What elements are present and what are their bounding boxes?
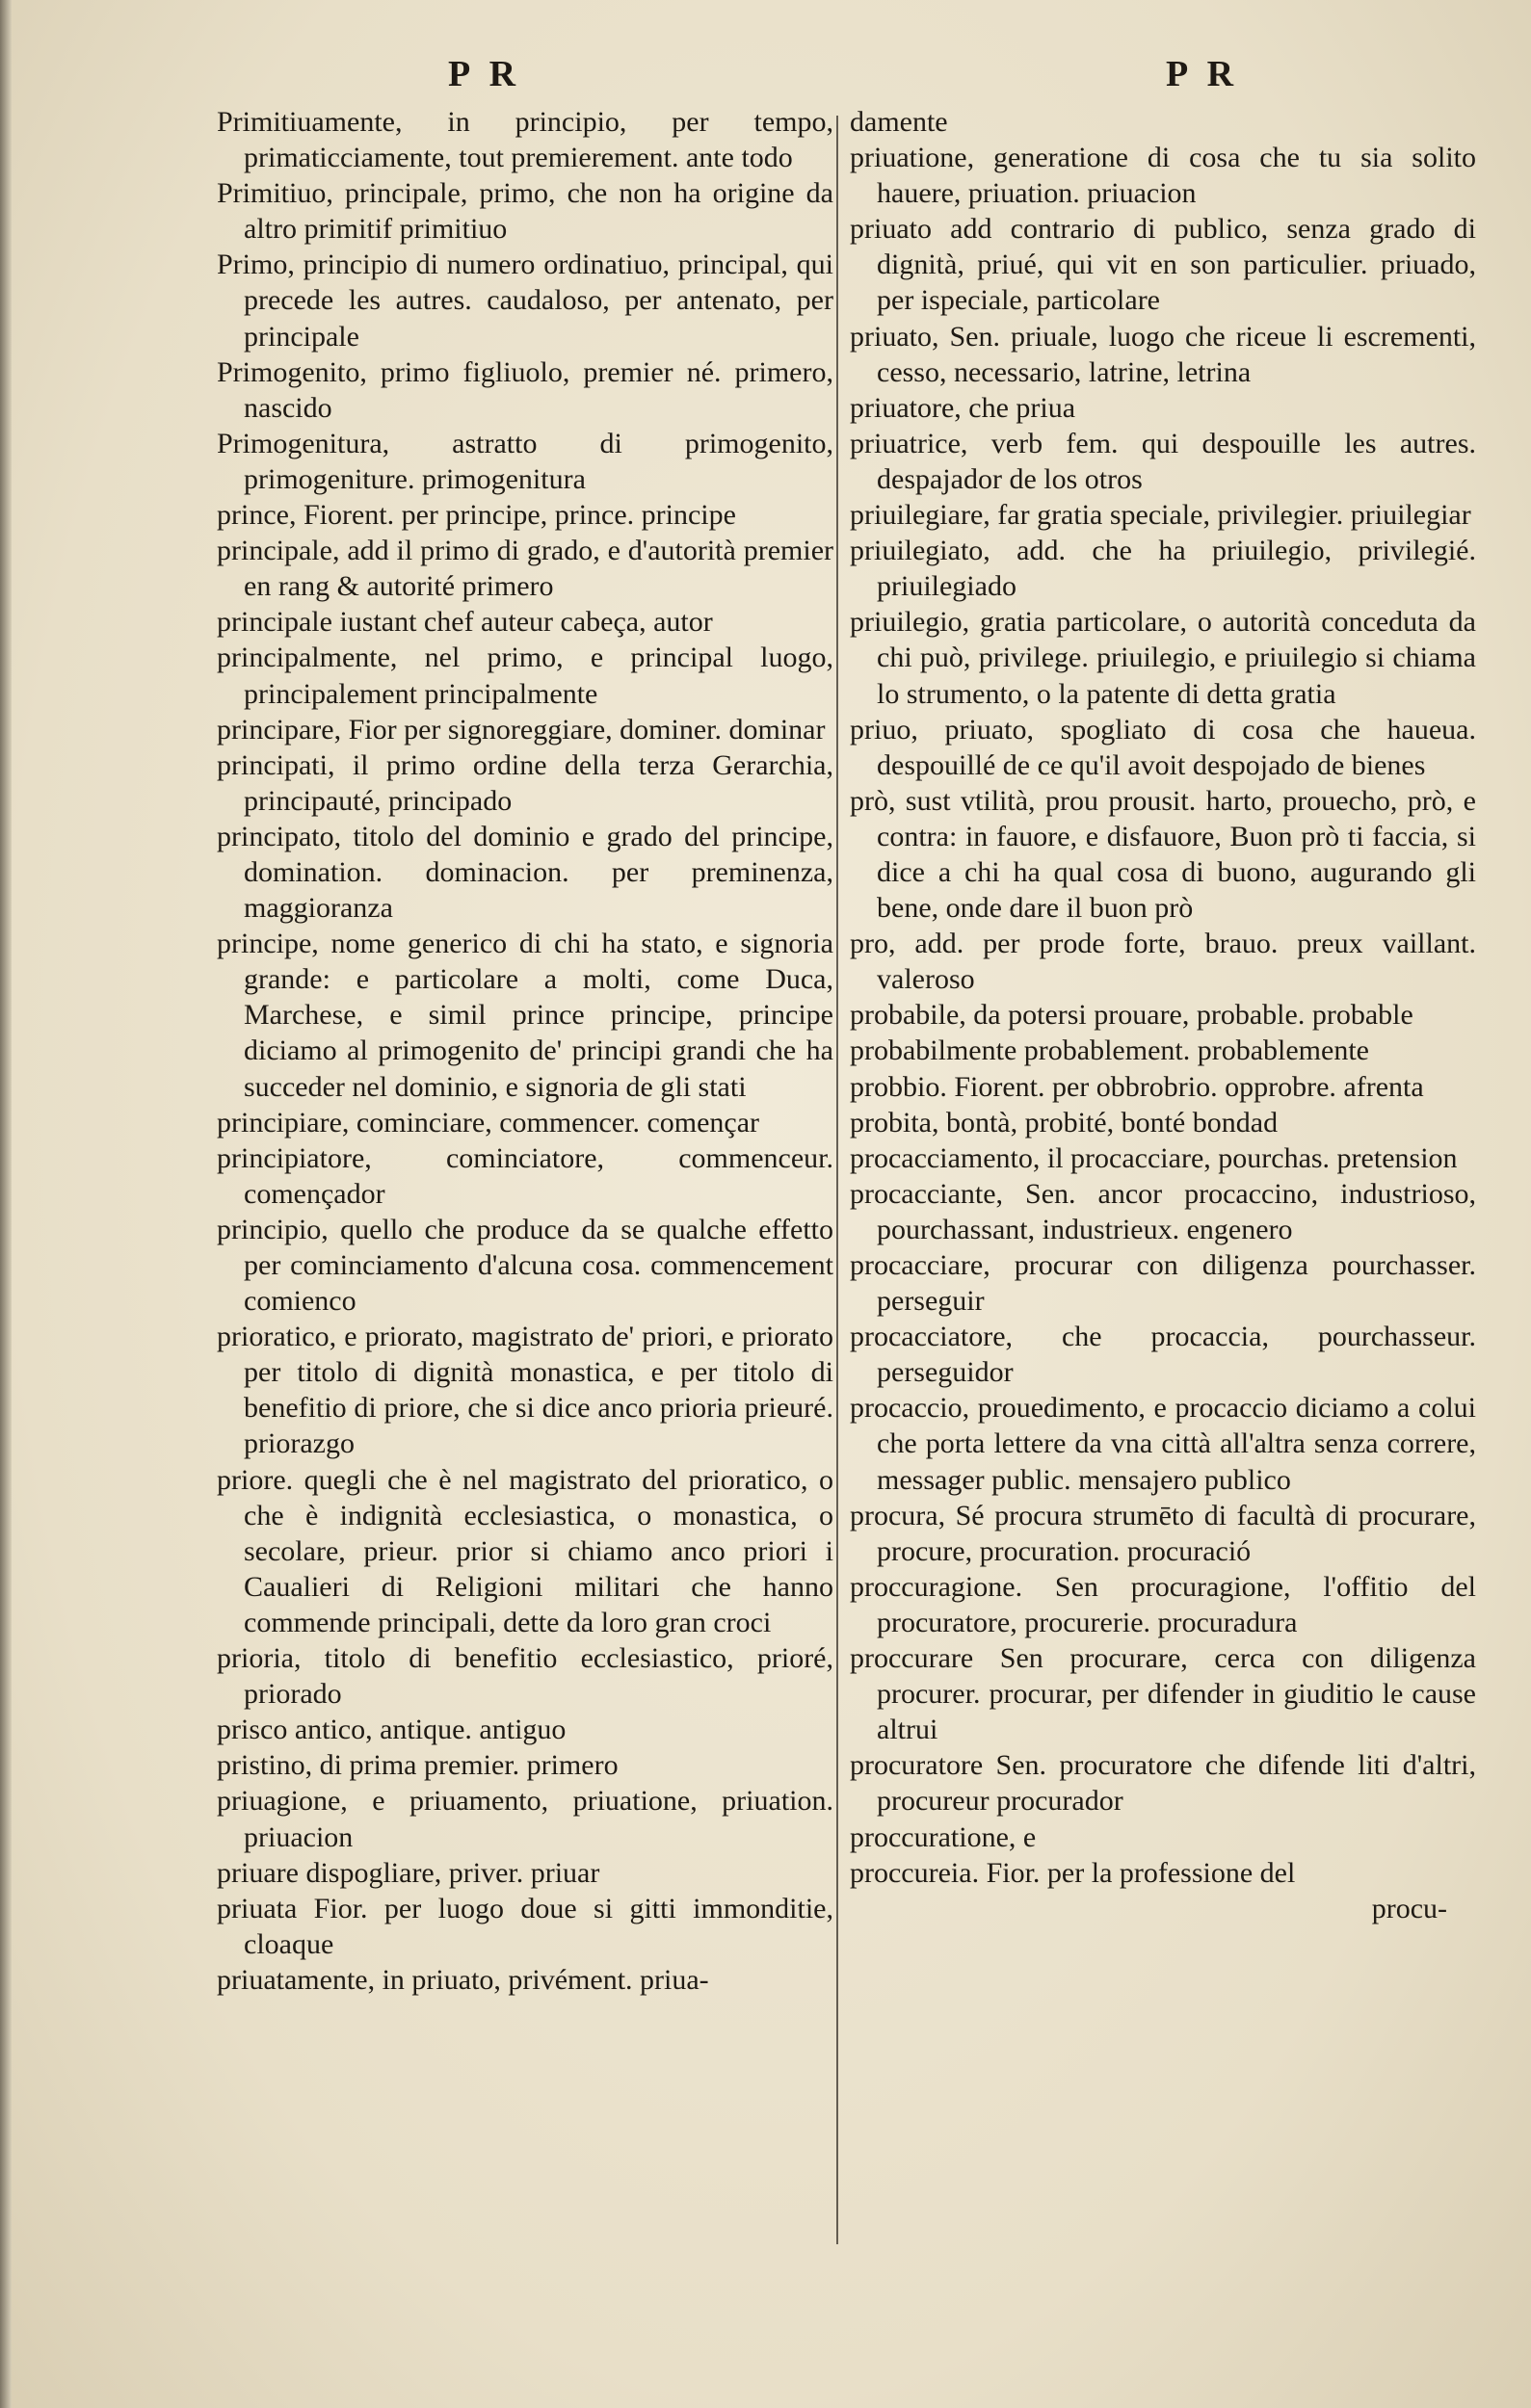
entry: principio, quello che produce da se qualche effetto per cominciamento d'alcuna cosa. commencement comienco: [217, 1213, 833, 1318]
entry: priuagione, e priuamento, priuatione, priuation. priuacion: [217, 1785, 833, 1853]
entry: procacciatore, che procaccia, pourchasseur. perseguidor: [850, 1321, 1476, 1389]
entry: Primo, principio di numero ordinatiuo, principal, qui precede les autres. caudaloso, per antenato, per principale: [217, 249, 833, 353]
entry: priuo, priuato, spogliato di cosa che haueua. despouillé de ce qu'il avoit despojado de bienes: [850, 713, 1476, 781]
page-header-right: P R: [1166, 54, 1240, 94]
entry: principale, add il primo di grado, e d'autorità premier en rang & autorité primero: [217, 535, 833, 603]
entry: procacciamento, il procacciare, pourchas. pretension: [850, 1141, 1458, 1174]
entry: Primitiuamente, in principio, per tempo, primaticciamente, tout premierement. ante todo: [217, 106, 833, 174]
entry: probbio. Fiorent. per obbrobrio. opprobre. afrenta: [850, 1070, 1424, 1103]
entry: procacciare, procurar con diligenza pourchasser. perseguir: [850, 1249, 1476, 1318]
entry: prince, Fiorent. per principe, prince. principe: [217, 499, 736, 532]
entry: probabile, da potersi prouare, probable. probable: [850, 999, 1413, 1032]
entry: principale iustant chef auteur cabeça, autor: [217, 606, 713, 639]
entry: principalmente, nel primo, e principal luogo, principalement principalmente: [217, 641, 833, 710]
entry: pristino, di prima premier. primero: [217, 1749, 619, 1782]
entry: priuare dispogliare, priver. priuar: [217, 1856, 600, 1889]
entry: priuilegiato, add. che ha priuilegio, privilegié. priuilegiado: [850, 535, 1476, 603]
entry: principiatore, cominciatore, commenceur. començador: [217, 1141, 833, 1210]
entry: pro, add. per prode forte, brauo. preux vaillant. valeroso: [850, 928, 1476, 996]
entry: priore. quegli che è nel magistrato del prioratico, o che è indignità ecclesiastica, o monastica, o secolare, prieur. prior si chiamo anco priori i Caualieri di Religioni militari che hanno commende principali, dette da loro gran croci: [217, 1463, 833, 1638]
entry: probita, bontà, probité, bonté bondad: [850, 1106, 1279, 1139]
entry: procuratore Sen. procuratore che difende liti d'altri, procureur procurador: [850, 1749, 1476, 1818]
entry: principiare, cominciare, commencer. començar: [217, 1106, 760, 1139]
entry: prioratico, e priorato, magistrato de' priori, e priorato per titolo di dignità monastica, e per titolo di benefitio di priore, che si dice anco prioria prieuré. priorazgo: [217, 1321, 833, 1460]
entry: priuatamente, in priuato, privément. priua-: [217, 1963, 709, 1996]
page-header-left: P R: [448, 54, 522, 94]
entry: principati, il primo ordine della terza Gerarchia, principauté, principado: [217, 748, 833, 817]
entry: Primogenitura, astratto di primogenito, primogeniture. primogenitura: [217, 427, 833, 495]
entry: procura, Sé procura strumēto di facultà di procurare, procure, procuration. procuració: [850, 1499, 1476, 1567]
column-divider: [836, 116, 838, 2244]
entry: prò, sust vtilità, prou prousit. harto, prouecho, prò, e contra: in fauore, e disfauore, Buon prò ti faccia, si dice a chi ha qual cosa di buono, augurando gli bene, onde dare il buon prò: [850, 784, 1476, 925]
catchword: procu-: [1371, 1892, 1447, 1924]
entry: principato, titolo del dominio e grado del principe, domination. dominacion. per preminenza, maggioranza: [217, 820, 833, 925]
entry: proccuragione. Sen procuragione, l'offitio del procuratore, procurerie. procuradura: [850, 1570, 1476, 1638]
entry: damente: [850, 106, 948, 138]
entry: Primogenito, primo figliuolo, premier né. primero, nascido: [217, 355, 833, 424]
entry: priuatione, generatione di cosa che tu sia solito hauere, priuation. priuacion: [850, 142, 1476, 210]
entry: priuilegiare, far gratia speciale, privilegier. priuilegiar: [850, 499, 1471, 532]
entry: prisco antico, antique. antiguo: [217, 1714, 567, 1746]
entry: priuata Fior. per luogo doue si gitti immonditie, cloaque: [217, 1892, 833, 1960]
entry: Primitiuo, principale, primo, che non ha origine da altro primitif primitiuo: [217, 177, 833, 246]
right-column: [850, 104, 1476, 1926]
entry: procacciante, Sen. ancor procaccino, industrioso, pourchassant, industrieux. engenero: [850, 1177, 1476, 1245]
entry: proccuratione, e: [850, 1820, 1037, 1853]
entry: priuato, Sen. priuale, luogo che riceue li escrementi, cesso, necessario, latrine, letrina: [850, 320, 1476, 388]
entry: procaccio, prouedimento, e procaccio diciamo a colui che porta lettere da vna città all'altra senza correre, messager public. mensajero publico: [850, 1392, 1476, 1496]
entry: prioria, titolo di benefitio ecclesiastico, prioré, priorado: [217, 1642, 833, 1711]
page-edge: [0, 0, 12, 2408]
entry: priuilegio, gratia particolare, o autorità conceduta da chi può, privilege. priuilegio, e priuilegio si chiama lo strumento, o la patente di detta gratia: [850, 606, 1476, 710]
entry: priuato add contrario di publico, senza grado di dignità, priué, qui vit en son particulier. priuado, per ispeciale, particolare: [850, 213, 1476, 317]
entry: priuatrice, verb fem. qui despouille les autres. despajador de los otros: [850, 427, 1476, 495]
left-column: [217, 104, 833, 1998]
entry: proccureia. Fior. per la professione del: [850, 1856, 1296, 1889]
entry: principare, Fior per signoreggiare, dominer. dominar: [217, 713, 826, 746]
entry: probabilmente probablement. probablemente: [850, 1034, 1369, 1067]
entry: principe, nome generico di chi ha stato, e signoria grande: e particolare a molti, come Duca, Marchese, e simil prince principe, principe diciamo al primogenito de' principi grandi che ha succeder nel dominio, e signoria de gli stati: [217, 928, 833, 1103]
entry: proccurare Sen procurare, cerca con diligenza procurer. procurar, per difender in giuditio le cause altrui: [850, 1642, 1476, 1746]
entry: priuatore, che priua: [850, 391, 1076, 424]
